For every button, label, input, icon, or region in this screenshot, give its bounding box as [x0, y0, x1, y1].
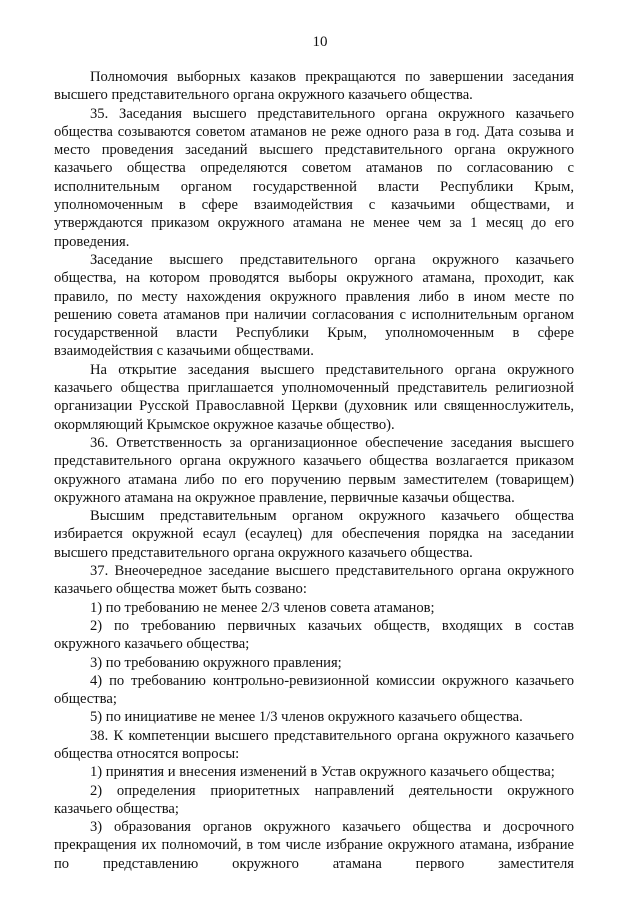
list-item-37-1: 1) по требованию не менее 2/3 членов совета атаманов;: [90, 599, 435, 616]
paragraph-35-convocation: 35. Заседания высшего представительного органа окружного казачьего общества созываются советом атаманов не реже одного раза в год. Дата созыва и место проведения заседаний высшего представительного органа окружного казачьего общества определяются советом атаманов по согласованию с исполнительным органом государственной власти Республики Крым, уполномоченным в сфере взаимодействия с казачьими обществами, и утверждаются приказом окружного атамана не менее чем за 1 месяц до его проведения.: [54, 105, 574, 250]
paragraph-church-representative: На открытие заседания высшего представительного органа окружного казачьего общества приглашается уполномоченный представитель религиозной организации Русской Православной Церкви (духовник или священнослужитель, окормляющий Крымское окружное казачье общество).: [54, 361, 574, 433]
list-item-38-1: 1) принятия и внесения изменений в Устав окружного казачьего общества;: [90, 764, 555, 781]
list-item-38-2: 2) определения приоритетных направлений деятельности окружного казачьего общества;: [54, 782, 574, 817]
list-item-37-4: 4) по требованию контрольно-ревизионной комиссии окружного казачьего общества;: [54, 672, 574, 708]
paragraph-38-competence: 38. К компетенции высшего представительного органа окружного казачьего общества относятся вопросы:: [54, 727, 574, 762]
paragraph-authority-termination: Полномочия выборных казаков прекращаются по завершении заседания высшего представительного органа окружного казачьего общества.: [54, 69, 574, 104]
paragraph-36-responsibility: 36. Ответственность за организационное обеспечение заседания высшего представительного органа окружного казачьего общества возлагается приказом окружного атамана либо по его поручению первым заместителем (товарищем) окружного атамана на окружное правление, первичные казачьи общества.: [54, 434, 574, 506]
paragraph-esaul-election: Высшим представительным органом окружного казачьего общества избирается окружной есаул (есаулец) для обеспечения порядка на заседании высшего представительного органа окружного казачьего общества.: [54, 508, 574, 561]
document-body: [54, 68, 574, 873]
list-item-37-2: 2) по требованию первичных казачьих обществ, входящих в состав окружного казачьего общества;: [54, 617, 574, 653]
list-item-37-5: 5) по инициативе не менее 1/3 членов окружного казачьего общества.: [90, 709, 523, 726]
page-number: 10: [312, 34, 328, 50]
paragraph-37-extraordinary: 37. Внеочередное заседание высшего представительного органа окружного казачьего общества может быть созвано:: [54, 563, 574, 598]
list-item-37-3: 3) по требованию окружного правления;: [90, 654, 342, 671]
paragraph-election-session: Заседание высшего представительного органа окружного казачьего общества, на котором проводятся выборы окружного атамана, проходит, как правило, по месту нахождения окружного правления либо в ином месте по решению совета атаманов при наличии согласования с исполнительным органом государственной власти Республики Крым, уполномоченным в сфере взаимодействия с казачьими обществами.: [54, 251, 574, 360]
list-item-38-3: 3) образования органов окружного казачьего общества и досрочного прекращения их полномочий, в том числе избрание окружного атамана, избрание по представлению окружного атамана первого заместителя: [54, 819, 574, 872]
